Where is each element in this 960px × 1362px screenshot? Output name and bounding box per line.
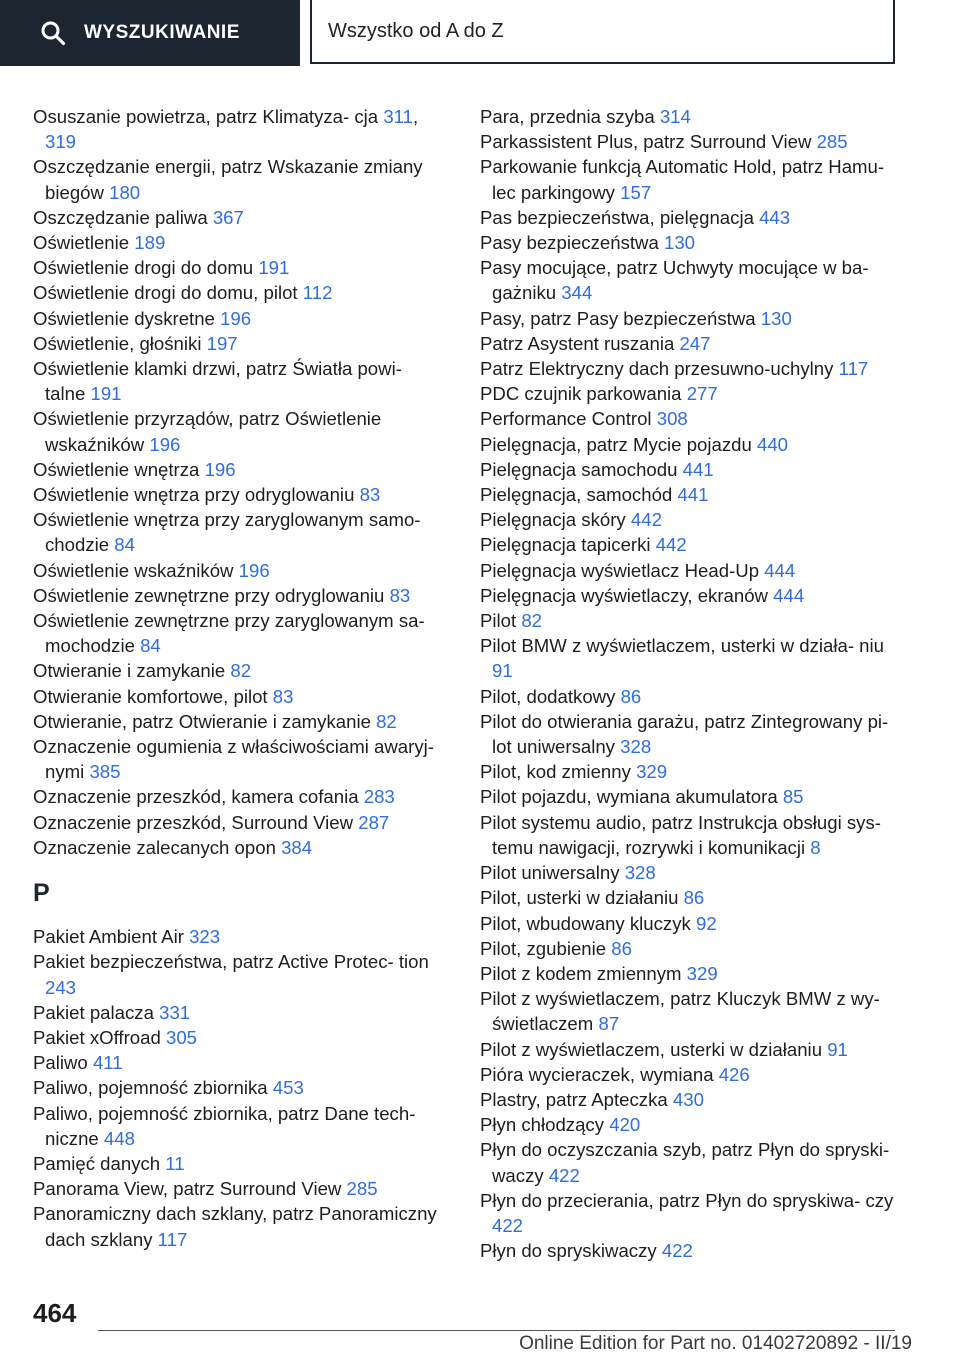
index-term: Oznaczenie zalecanych opon — [33, 836, 276, 858]
page-link[interactable]: 83 — [359, 484, 381, 506]
page-link[interactable]: 191 — [258, 257, 290, 279]
index-term: Oświetlenie, głośniki — [33, 332, 202, 354]
index-entry — [33, 255, 445, 280]
index-entry — [480, 230, 900, 255]
index-term: Pielęgnacja wyświetlaczy, ekranów — [480, 584, 768, 606]
page-link[interactable]: 443 — [759, 206, 791, 228]
top-bar — [0, 0, 960, 66]
index-term: Performance Control — [480, 408, 652, 430]
page-link[interactable]: 92 — [696, 912, 717, 934]
index-term: Parkowanie funkcją Automatic Hold, patrz Hamu‐ lec parkingowy — [480, 156, 885, 203]
index-column-left — [33, 104, 445, 1252]
index-entry — [33, 154, 445, 204]
page-link[interactable]: 83 — [389, 584, 411, 606]
page-link[interactable]: 422 — [548, 1164, 580, 1186]
page-link[interactable]: 442 — [630, 509, 662, 531]
index-entry — [33, 924, 445, 949]
index-entry — [33, 406, 445, 456]
index-entry — [480, 306, 900, 331]
index-term: Oświetlenie wnętrza przy zaryglowanym samo‐ chodzie — [33, 509, 421, 556]
index-entry — [480, 507, 900, 532]
index-entry — [480, 482, 900, 507]
page-link[interactable]: 440 — [757, 433, 789, 455]
index-term: Oznaczenie przeszkód, kamera cofania — [33, 786, 359, 808]
page-link[interactable]: 283 — [363, 786, 395, 808]
index-term: Patrz Asystent ruszania — [480, 332, 675, 354]
index-term: Pilot uniwersalny — [480, 862, 620, 884]
page-link[interactable]: 344 — [561, 282, 593, 304]
index-term: Płyn do oczyszczania szyb, patrz Płyn do spryski‐ waczy — [480, 1139, 890, 1186]
index-entry — [33, 558, 445, 583]
index-entry — [33, 810, 445, 835]
index-entry — [33, 230, 445, 255]
index-term: Paliwo, pojemność zbiornika, patrz Dane tech‐ niczne — [33, 1102, 416, 1149]
index-term: Para, przednia szyba — [480, 106, 655, 127]
index-entry — [480, 432, 900, 457]
index-entry — [33, 356, 445, 406]
index-term: Oświetlenie wskaźników — [33, 559, 234, 581]
index-term: Oszczędzanie paliwa — [33, 206, 208, 228]
page-link[interactable]: 285 — [816, 131, 848, 153]
index-entry — [480, 1037, 900, 1062]
index-entry — [33, 104, 445, 154]
page-link[interactable]: 285 — [346, 1178, 378, 1200]
index-entry — [480, 860, 900, 885]
index-term: Pielęgnacja tapicerki — [480, 534, 651, 556]
page-link[interactable]: 130 — [760, 307, 792, 329]
index-term: Oświetlenie wnętrza przy odryglowaniu — [33, 484, 355, 506]
page-link[interactable]: 411 — [92, 1052, 123, 1074]
index-entry — [480, 129, 900, 154]
index-entry — [33, 1151, 445, 1176]
page-link[interactable]: 319 — [45, 131, 77, 153]
index-term: Pilot pojazdu, wymiana akumulatora — [480, 786, 778, 808]
index-term: Pilot BMW z wyświetlaczem, usterki w działa‐ niu — [480, 635, 884, 657]
page-link[interactable]: 311 — [383, 106, 413, 127]
index-entry — [33, 608, 445, 658]
index-entry — [480, 936, 900, 961]
index-entry — [33, 280, 445, 305]
index-term: Oświetlenie przyrządów, patrz Oświetlenie wskaźników — [33, 408, 382, 455]
index-group-p-continued — [480, 104, 900, 1263]
page-link[interactable]: 448 — [103, 1127, 135, 1149]
page-link[interactable]: 444 — [764, 559, 796, 581]
page-link[interactable]: 453 — [272, 1077, 304, 1099]
index-entry — [480, 684, 900, 709]
page-link[interactable]: 328 — [624, 862, 656, 884]
page-link[interactable]: 91 — [492, 660, 513, 682]
index-term: Pilot do otwierania garażu, patrz Zintegrowany pi‐ lot uniwersalny — [480, 710, 889, 758]
index-term: Pasy bezpieczeństwa — [480, 232, 659, 254]
index-entry — [33, 709, 445, 734]
index-column-right — [480, 104, 900, 1263]
index-entry — [480, 381, 900, 406]
index-term: Patrz Elektryczny dach przesuwno-uchylny — [480, 358, 834, 380]
index-term: Pakiet palacza — [33, 1001, 154, 1023]
page-link[interactable]: 157 — [620, 181, 652, 203]
page-link[interactable]: 84 — [114, 534, 135, 556]
page-link[interactable]: 11 — [165, 1152, 185, 1174]
index-term: Pakiet Ambient Air — [33, 926, 184, 948]
index-term: Osuszanie powietrza, patrz Klimatyza‐ cja — [33, 106, 379, 127]
index-entry — [480, 911, 900, 936]
page-link[interactable]: 91 — [827, 1038, 848, 1060]
page-link[interactable]: 196 — [149, 433, 181, 455]
page-link[interactable]: 444 — [773, 584, 805, 606]
search-icon — [40, 20, 66, 46]
page-link[interactable]: 422 — [492, 1214, 524, 1236]
page-link[interactable]: 85 — [782, 786, 804, 808]
index-entry — [33, 658, 445, 683]
index-term: Pilot z wyświetlaczem, patrz Kluczyk BMW z wy‐ świetlaczem — [480, 988, 880, 1035]
edition-info: Online Edition for Part no. 01402720892 - II/19 — [519, 1333, 912, 1354]
index-entry — [480, 457, 900, 482]
page-link[interactable]: 86 — [683, 887, 705, 909]
index-entry — [33, 1075, 445, 1100]
page-number: 464 — [33, 1298, 77, 1328]
index-term: PDC czujnik parkowania — [480, 383, 682, 405]
page-link[interactable]: 385 — [89, 761, 121, 783]
index-entry — [480, 583, 900, 608]
page-link[interactable]: 87 — [598, 1013, 620, 1035]
index-entry — [33, 457, 445, 482]
index-entry — [480, 784, 900, 809]
index-term: Panorama View, patrz Surround View — [33, 1178, 342, 1200]
index-term: Pas bezpieczeństwa, pielęgnacja — [480, 206, 754, 228]
page-link[interactable]: 117 — [838, 358, 869, 380]
index-entry — [33, 507, 445, 557]
index-entry — [480, 810, 900, 860]
index-entry — [33, 331, 445, 356]
page-link[interactable]: 329 — [686, 962, 718, 984]
search-button-label: WYSZUKIWANIE — [84, 22, 240, 43]
page-link[interactable]: 180 — [109, 181, 141, 203]
footer-divider — [98, 1330, 895, 1331]
page-link[interactable]: 196 — [204, 458, 236, 480]
index-entry — [480, 885, 900, 910]
page-link[interactable]: 422 — [661, 1240, 693, 1262]
page-link[interactable]: 441 — [682, 458, 714, 480]
index-entry — [480, 356, 900, 381]
index-term: Pakiet bezpieczeństwa, patrz Active Protec‐ tion — [33, 951, 429, 973]
index-term: Pilot systemu audio, patrz Instrukcja obsługi sys‐ temu nawigacji, rozrywki i komunikacji — [480, 811, 881, 858]
page-link[interactable]: 331 — [159, 1001, 191, 1023]
tab-index-a-z[interactable]: Wszystko od A do Z — [310, 0, 895, 64]
index-term: Plastry, patrz Apteczka — [480, 1088, 668, 1110]
index-term: Pilot, kod zmienny — [480, 761, 631, 783]
page-link[interactable]: 84 — [140, 635, 161, 657]
page-link[interactable]: 8 — [810, 836, 821, 858]
index-term: Pilot, usterki w działaniu — [480, 887, 679, 909]
index-term: Oświetlenie drogi do domu, pilot — [33, 282, 298, 304]
index-entry — [33, 734, 445, 784]
index-term: Pielęgnacja skóry — [480, 509, 626, 531]
index-term: Pasy, patrz Pasy bezpieczeństwa — [480, 307, 756, 329]
index-term: Pilot z wyświetlaczem, usterki w działaniu — [480, 1038, 823, 1060]
index-entry — [480, 759, 900, 784]
index-term: Oznaczenie ogumienia z właściwościami awaryj‐ nymi — [33, 736, 434, 783]
index-entry — [33, 1050, 445, 1075]
page-link[interactable]: 420 — [609, 1114, 641, 1136]
index-term: Pielęgnacja, patrz Mycie pojazdu — [480, 433, 752, 455]
index-term: Oświetlenie dyskretne — [33, 307, 215, 329]
index-entry — [33, 784, 445, 809]
page-link[interactable]: 430 — [672, 1088, 704, 1110]
index-term: Otwieranie komfortowe, pilot — [33, 685, 268, 707]
search-button[interactable] — [0, 0, 300, 66]
page-link[interactable]: 112 — [302, 282, 333, 304]
index-term: Pielęgnacja, samochód — [480, 484, 673, 506]
index-term: Paliwo — [33, 1052, 88, 1074]
index-term: Panoramiczny dach szklany, patrz Panoramiczny dach szklany — [33, 1203, 437, 1250]
page-link[interactable]: 441 — [677, 484, 709, 506]
index-entry — [480, 205, 900, 230]
index-term: Pakiet xOffroad — [33, 1026, 161, 1048]
index-entry — [33, 482, 445, 507]
index-term: Pamięć danych — [33, 1152, 161, 1174]
page-link[interactable]: 247 — [679, 332, 711, 354]
index-entry — [33, 1201, 445, 1251]
page-link[interactable]: 196 — [220, 307, 252, 329]
index-entry — [480, 633, 900, 683]
index-entry — [33, 684, 445, 709]
page-link[interactable]: 314 — [659, 106, 691, 127]
page-link[interactable]: 130 — [663, 232, 696, 254]
index-entry — [480, 406, 900, 431]
index-entry — [480, 331, 900, 356]
index-entry — [480, 1188, 900, 1238]
page-link[interactable]: 287 — [358, 811, 390, 833]
index-term: Otwieranie, patrz Otwieranie i zamykanie — [33, 710, 371, 732]
page-link[interactable]: 83 — [272, 685, 294, 707]
page-link[interactable]: 82 — [376, 710, 397, 732]
page-link[interactable]: 329 — [636, 761, 668, 783]
index-entry — [480, 709, 900, 759]
index-entry — [33, 583, 445, 608]
index-term: Pilot, zgubienie — [480, 937, 607, 959]
page-link[interactable]: 323 — [189, 926, 221, 948]
index-term: Pilot, wbudowany kluczyk — [480, 912, 691, 934]
index-entry — [33, 1101, 445, 1151]
index-term: Otwieranie i zamykanie — [33, 660, 226, 682]
index-term: Parkassistent Plus, patrz Surround View — [480, 131, 812, 153]
index-entry — [33, 1025, 445, 1050]
index-entry — [480, 1087, 900, 1112]
page-link[interactable]: 82 — [521, 610, 543, 632]
index-term: Paliwo, pojemność zbiornika — [33, 1077, 268, 1099]
index-term: Pióra wycieraczek, wymiana — [480, 1063, 714, 1085]
index-term: Pilot — [480, 610, 517, 632]
index-entry — [480, 154, 900, 204]
index-term: Oznaczenie przeszkód, Surround View — [33, 811, 354, 833]
index-entry — [480, 961, 900, 986]
page-link[interactable]: 277 — [686, 383, 718, 405]
index-entry — [480, 608, 900, 633]
page-link[interactable]: 328 — [620, 736, 652, 758]
index-term: Oświetlenie zewnętrzne przy zaryglowanym sa‐ mochodzie — [33, 610, 425, 657]
page-link[interactable]: 442 — [655, 534, 687, 556]
index-term: Oświetlenie drogi do domu — [33, 257, 254, 279]
index-entry — [480, 986, 900, 1036]
page-link[interactable]: 243 — [45, 976, 77, 998]
page-link[interactable]: 86 — [611, 937, 632, 959]
index-entry — [480, 532, 900, 557]
page-link[interactable]: 196 — [238, 559, 270, 581]
page-link[interactable]: 384 — [281, 836, 313, 858]
page-link[interactable]: 82 — [230, 660, 252, 682]
index-term: Pielęgnacja samochodu — [480, 458, 678, 480]
index-entry — [33, 205, 445, 230]
page-link[interactable]: 189 — [134, 232, 166, 254]
page-link[interactable]: 191 — [90, 383, 122, 405]
index-entry — [480, 558, 900, 583]
index-entry — [33, 835, 445, 860]
index-entry — [480, 1062, 900, 1087]
index-entry — [480, 104, 900, 129]
index-entry — [480, 1112, 900, 1137]
index-term: Oświetlenie wnętrza — [33, 458, 200, 480]
index-entry — [33, 306, 445, 331]
index-term: Oświetlenie zewnętrzne przy odryglowaniu — [33, 584, 385, 606]
page-link[interactable]: 117 — [157, 1228, 188, 1250]
page-link[interactable]: 367 — [212, 206, 244, 228]
index-entry — [480, 1238, 900, 1263]
index-group-o — [33, 104, 445, 860]
index-entry — [480, 1137, 900, 1187]
page-link[interactable]: 426 — [718, 1063, 750, 1085]
index-term: Pasy mocujące, patrz Uchwyty mocujące w ba‐ gażniku — [480, 257, 869, 304]
index-term: Oświetlenie klamki drzwi, patrz Światła powi‐ talne — [33, 358, 402, 405]
index-group-p — [33, 924, 445, 1252]
index-term: Płyn chłodzący — [480, 1114, 605, 1136]
index-term: Oszczędzanie energii, patrz Wskazanie zmiany biegów — [33, 156, 423, 203]
page-link[interactable]: 197 — [206, 332, 238, 354]
index-term: Oświetlenie — [33, 232, 130, 254]
index-term: Płyn do przecierania, patrz Płyn do spryskiwa‐ czy — [480, 1189, 894, 1211]
index-term: Pilot, dodatkowy — [480, 685, 616, 707]
index-entry — [33, 949, 445, 999]
page-link[interactable]: 308 — [656, 408, 688, 430]
index-term: Płyn do spryskiwaczy — [480, 1240, 657, 1262]
index-term: Pilot z kodem zmiennym — [480, 962, 682, 984]
index-entry — [480, 255, 900, 305]
letter-heading-p: P — [33, 879, 50, 908]
index-entry — [33, 1176, 445, 1201]
page-separator: , — [412, 106, 419, 127]
page-link[interactable]: 86 — [620, 685, 642, 707]
index-term: Pielęgnacja wyświetlacz Head-Up — [480, 559, 760, 581]
index-entry — [33, 1000, 445, 1025]
page-link[interactable]: 305 — [166, 1026, 198, 1048]
